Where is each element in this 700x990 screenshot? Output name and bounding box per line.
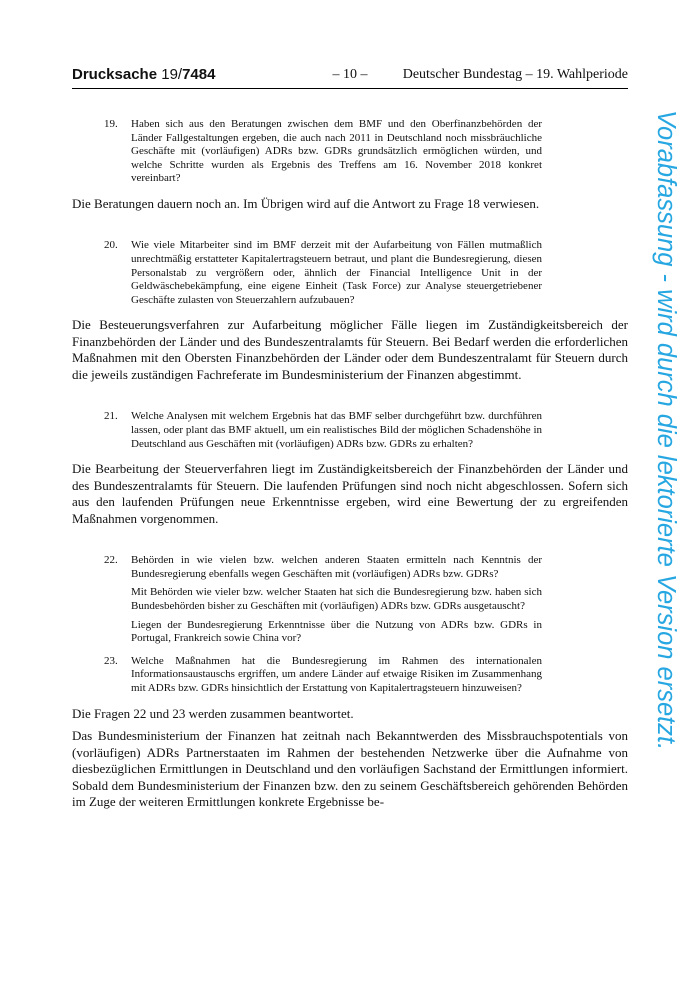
question-number: 21. — [104, 410, 118, 423]
question-number: 22. — [104, 554, 118, 567]
page-header — [72, 66, 628, 89]
question-21 — [72, 410, 542, 451]
question-text: Behörden in wie vielen bzw. welchen anderen Staaten ermitteln nach Kenntnis der Bundesregierung ebenfalls wegen Geschäften mit (vorläufigen) ADRs bzw. GDRs? — [131, 554, 542, 580]
page-number: – 10 – — [332, 67, 368, 82]
question-23 — [72, 655, 542, 696]
document-number: Drucksache 19/7484 — [72, 66, 216, 83]
document-body — [72, 118, 628, 811]
answer-20: Die Besteuerungsverfahren zur Aufarbeitung möglicher Fälle liegen im Zuständigkeitsbereich der Finanzbehörden der Länder und des Bundeszentralamts für Steuern. Bei Bedarf werden die erforderlichen Maßnahmen mit den Obersten Finanzbehörden der Länder oder dem Bundeszentralamt für Steuern durch die jeweils zuständigen Fachreferate im Bundesministerium der Finanzen abgestimmt. — [72, 317, 628, 382]
watermark: Vorabfassung - wird durch die lektorierte Version ersetzt. — [652, 110, 680, 751]
question-number: 19. — [104, 118, 118, 130]
question-number: 23. — [104, 654, 118, 667]
question-number: 20. — [104, 239, 118, 252]
question-20 — [72, 239, 542, 307]
question-19 — [72, 118, 542, 186]
question-text: Haben sich aus den Beratungen zwischen dem BMF und den Oberfinanzbehörden der Länder Fallgestaltungen ergeben, die auch nach 2011 in Deutschland noch missbräuchliche Geschäfte mit (vorläufigen) ADRs bzw. GDRs grundsätzlich ermöglichen würden, und welche Schritte wurden als Ergebnis des Treffens am 16. November 2018 konkret vereinbart? — [131, 118, 542, 185]
publisher: Deutscher Bundestag – 19. Wahlperiode — [402, 67, 628, 82]
question-text: Wie viele Mitarbeiter sind im BMF derzeit mit der Aufarbeitung von Fällen mutmaßlich unrechtmäßig erstatteter Kapitalertragsteuern betraut, und plant die Bundesregierung, diesen Personalstab zu vergrößern oder, ähnlich der Financial Intelligence Unit in der Geldwäschebekämpfung, eine eigene Einheit (Task Force) zur Analyse steuergetriebener Geschäfte zulasten von Steuerzahlern aufzubauen? — [131, 239, 542, 306]
question-22 — [72, 554, 542, 646]
answer-21: Die Bearbeitung der Steuerverfahren liegt im Zuständigkeitsbereich der Finanzbehörden der Länder und des Bundeszentralamts für Steuern. Die laufenden Prüfungen sind noch nicht abgeschlossen. Sofern sich aus den laufenden Prüfungen neue Erkenntnisse ergeben, wird eine Bewertung der zu ergreifenden Maßnahmen vorgenommen. — [72, 461, 628, 526]
answer-19: Die Beratungen dauern noch an. Im Übrigen wird auf die Antwort zu Frage 18 verwiesen. — [72, 195, 540, 211]
question-text: Welche Analysen mit welchem Ergebnis hat das BMF selber durchgeführt bzw. durchführen lassen, oder plant das BMF aktuell, um ein realistisches Bild der möglichen Schadenshöhe in Deutschland aus Geschäften mit (vorläufigen) ADRs bzw. GDRs zu erhalten? — [131, 410, 542, 450]
question-text: Welche Maßnahmen hat die Bundesregierung im Rahmen des internationalen Informationsaustauschs ergriffen, um andere Länder auf etwaige Risiken im Zusammenhang mit ADRs bzw. GDRs hinsichtlich der Erstattung von Kapitalertragsteuern hinzuweisen? — [131, 654, 542, 694]
answer-22-23-intro: Die Fragen 22 und 23 werden zusammen beantwortet. — [72, 705, 354, 721]
question-text: Liegen der Bundesregierung Erkenntnisse über die Nutzung von ADRs bzw. GDRs in Portugal, Frankreich sowie China vor? — [131, 618, 542, 645]
question-text: Mit Behörden wie vieler bzw. welcher Staaten hat sich die Bundesregierung bzw. haben sich Bundesbehörden bisher zu Geschäften mit (vorläufigen) ADRs bzw. GDRs ausgetauscht? — [131, 586, 542, 612]
answer-22-23: Das Bundesministerium der Finanzen hat zeitnah nach Bekanntwerden des Missbrauchspotentials von (vorläufigen) ADRs Partnerstaaten im Rahmen der bestehenden Netzwerke über die Aufnahme von diesbezüglichen Ermittlungen in Deutschland und den vorläufigen Sachstand der Ermittlungen informiert. Sobald dem Bundesministerium der Finanzen bzw. den zu seinem Geschäftsbereich gehörenden Behörden im Zuge der weiteren Ermittlungen konkrete Ergebnisse be- — [72, 728, 628, 810]
